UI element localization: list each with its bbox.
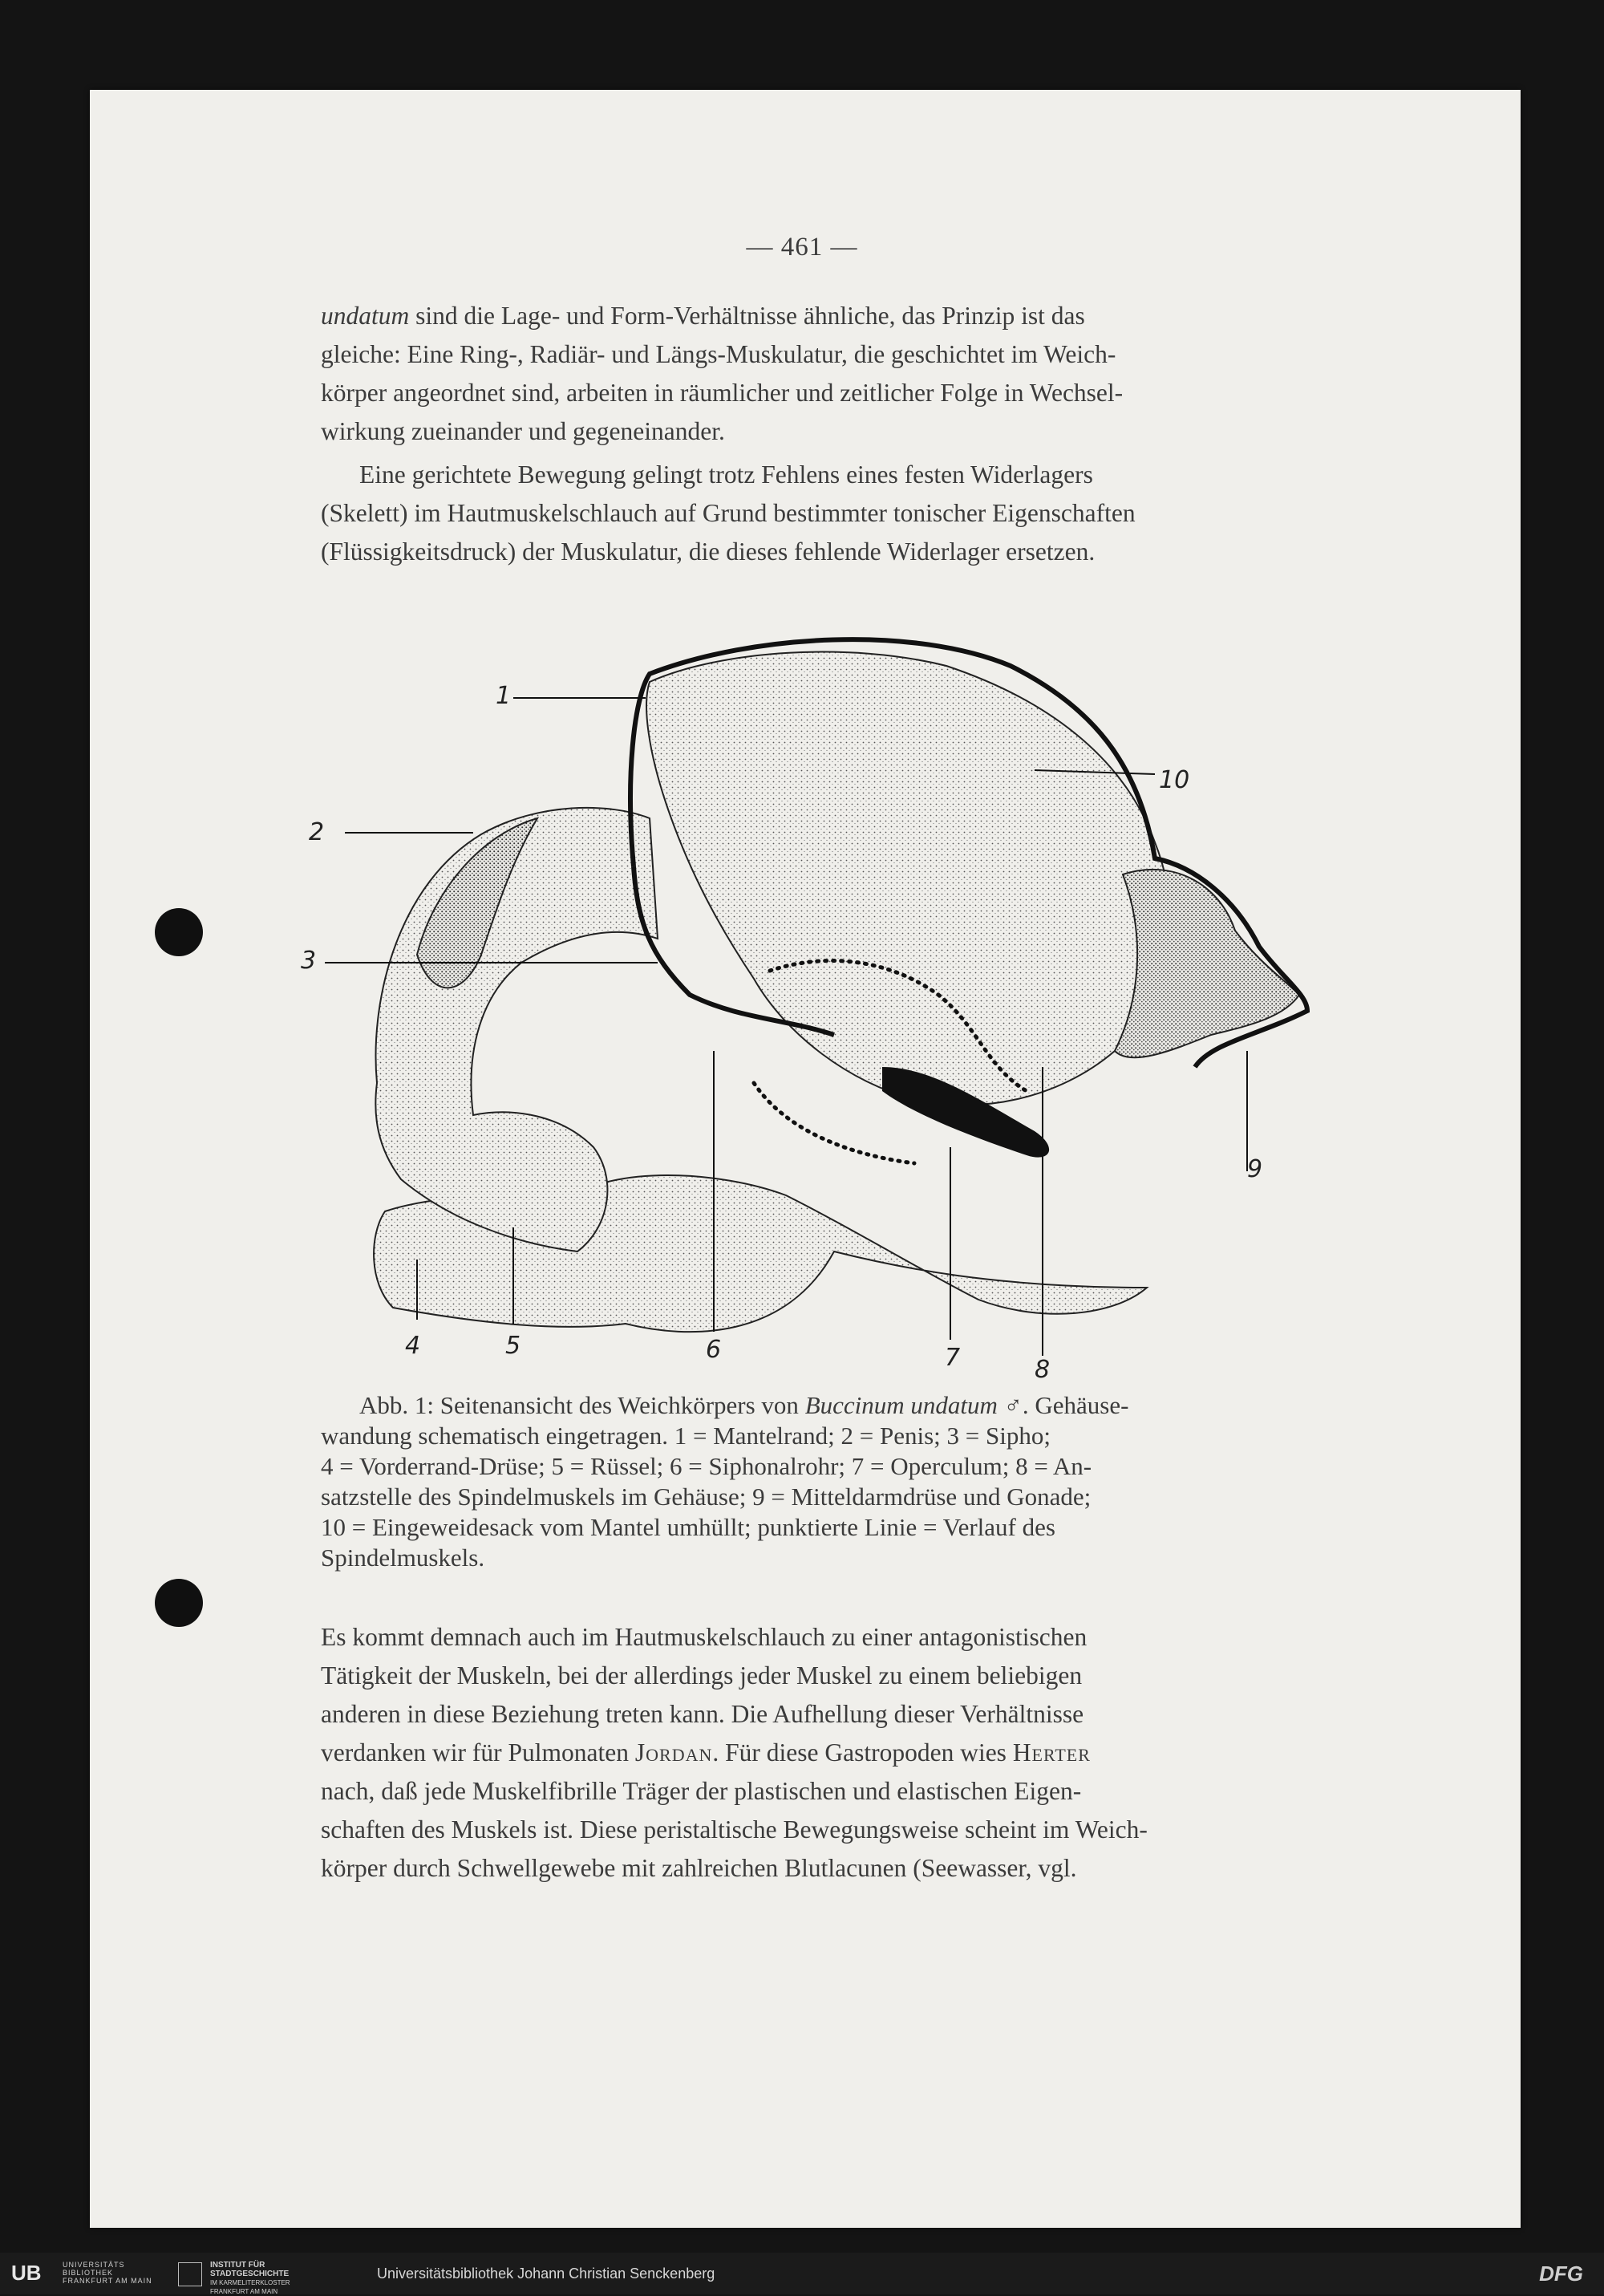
paragraph-3: [321, 1618, 1301, 1888]
institute-text-line: INSTITUT FÜR: [210, 2261, 265, 2270]
paragraph-1-line: [321, 297, 1301, 335]
paragraph-2-line: Eine gerichtete Bewegung gelingt trotz Fehlens eines festen Widerlagers: [359, 460, 1093, 489]
paragraph-1-line: gleiche: Eine Ring-, Radiär- und Längs-Muskulatur, die geschichtet im Weich-: [321, 340, 1116, 368]
snail-illustration: [273, 618, 1339, 1388]
caption-text: . Gehäuse-: [1022, 1391, 1129, 1419]
figure-label-3: 3: [301, 947, 317, 975]
figure-label-7: 7: [945, 1344, 961, 1372]
figure-label-2: 2: [309, 818, 325, 846]
text-line: sind die Lage- und Form-Verhältnisse ähnliche, das Prinzip ist das: [409, 302, 1085, 330]
institute-text-line: FRANKFURT AM MAIN: [210, 2288, 278, 2295]
text-segment: verdanken wir für Pulmonaten: [321, 1738, 635, 1767]
ub-logo-text: [63, 2261, 152, 2285]
paragraph-3-line: Es kommt demnach auch im Hautmuskelschlauch zu einer antagonistischen: [321, 1623, 1088, 1651]
caption-line: satzstelle des Spindelmuskels im Gehäuse; 9 = Mitteldarmdrüse und Gonade;: [321, 1483, 1092, 1511]
paragraph-3-line: nach, daß jede Muskelfibrille Träger der plastischen und elastischen Eigen-: [321, 1777, 1082, 1805]
ub-text-line: FRANKFURT AM MAIN: [63, 2277, 152, 2285]
paragraph-3-line: körper durch Schwellgewebe mit zahlreichen Blutlacunen (Seewasser, vgl.: [321, 1854, 1077, 1882]
institute-logo-icon[interactable]: [178, 2262, 202, 2286]
species-name: Buccinum undatum: [804, 1391, 998, 1419]
viewer-footer: [0, 2253, 1604, 2294]
paragraph-3-line: Tätigkeit der Muskeln, bei der allerdings jeder Muskel zu einem beliebigen: [321, 1661, 1083, 1690]
figure-label-10: 10: [1159, 766, 1190, 794]
paragraph-2: [321, 456, 1301, 571]
caption-line: [321, 1390, 1301, 1421]
figure-label-6: 6: [706, 1336, 722, 1364]
page-number: — 461 —: [746, 233, 858, 262]
paragraph-1: [321, 297, 1301, 451]
paragraph-3-line: [321, 1734, 1301, 1772]
institute-text-line: IM KARMELITERKLOSTER: [210, 2279, 290, 2286]
figure-label-4: 4: [405, 1332, 421, 1360]
institute-logo-text: [210, 2261, 290, 2296]
figure-label-8: 8: [1035, 1356, 1051, 1384]
caption-prefix: Abb. 1: Seitenansicht des Weichkörpers von: [359, 1391, 805, 1419]
paragraph-2-line: (Flüssigkeitsdruck) der Muskulatur, die dieses fehlende Widerlager ersetzen.: [321, 537, 1096, 566]
paragraph-1-line: körper angeordnet sind, arbeiten in räumlicher und zeitlicher Folge in Wechsel-: [321, 379, 1124, 407]
library-name: Universitätsbibliothek Johann Christian Senckenberg: [377, 2266, 715, 2282]
paragraph-2-line: (Skelett) im Hautmuskelschlauch auf Grund bestimmter tonischer Eigenschaften: [321, 499, 1136, 527]
paragraph-1-line: wirkung zueinander und gegeneinander.: [321, 417, 725, 445]
institute-text-line: STADTGESCHICHTE: [210, 2270, 290, 2278]
ub-logo[interactable]: UB: [11, 2261, 42, 2285]
caption-line: 4 = Vorderrand-Drüse; 5 = Rüssel; 6 = Siphonalrohr; 7 = Operculum; 8 = An-: [321, 1452, 1092, 1480]
figure-label-1: 1: [496, 682, 512, 710]
ub-text-line: UNIVERSITÄTS: [63, 2261, 125, 2269]
ub-text-line: BIBLIOTHEK: [63, 2269, 114, 2277]
text-segment: . Für diese Gastropoden wies: [712, 1738, 1013, 1767]
author-herter: Herter: [1012, 1738, 1091, 1767]
figure-label-5: 5: [505, 1332, 521, 1360]
paragraph-3-line: anderen in diese Beziehung treten kann. Die Aufhellung dieser Verhältnisse: [321, 1700, 1084, 1728]
italic-word: undatum: [321, 302, 410, 330]
caption-line: wandung schematisch eingetragen. 1 = Mantelrand; 2 = Penis; 3 = Sipho;: [321, 1422, 1051, 1450]
caption-line: Spindelmuskels.: [321, 1544, 485, 1572]
author-jordan: Jordan: [634, 1738, 713, 1767]
paragraph-3-line: schaften des Muskels ist. Diese peristaltische Bewegungsweise scheint im Weich-: [321, 1815, 1148, 1844]
figure-label-9: 9: [1247, 1155, 1263, 1183]
dfg-logo[interactable]: DFG: [1539, 2262, 1583, 2286]
anatomical-figure: [273, 618, 1339, 1388]
male-symbol: ♂: [1003, 1391, 1023, 1419]
punch-hole-upper: [155, 908, 203, 956]
figure-caption: [321, 1390, 1301, 1573]
caption-line: 10 = Eingeweidesack vom Mantel umhüllt; punktierte Linie = Verlauf des: [321, 1513, 1055, 1541]
punch-hole-lower: [155, 1579, 203, 1627]
